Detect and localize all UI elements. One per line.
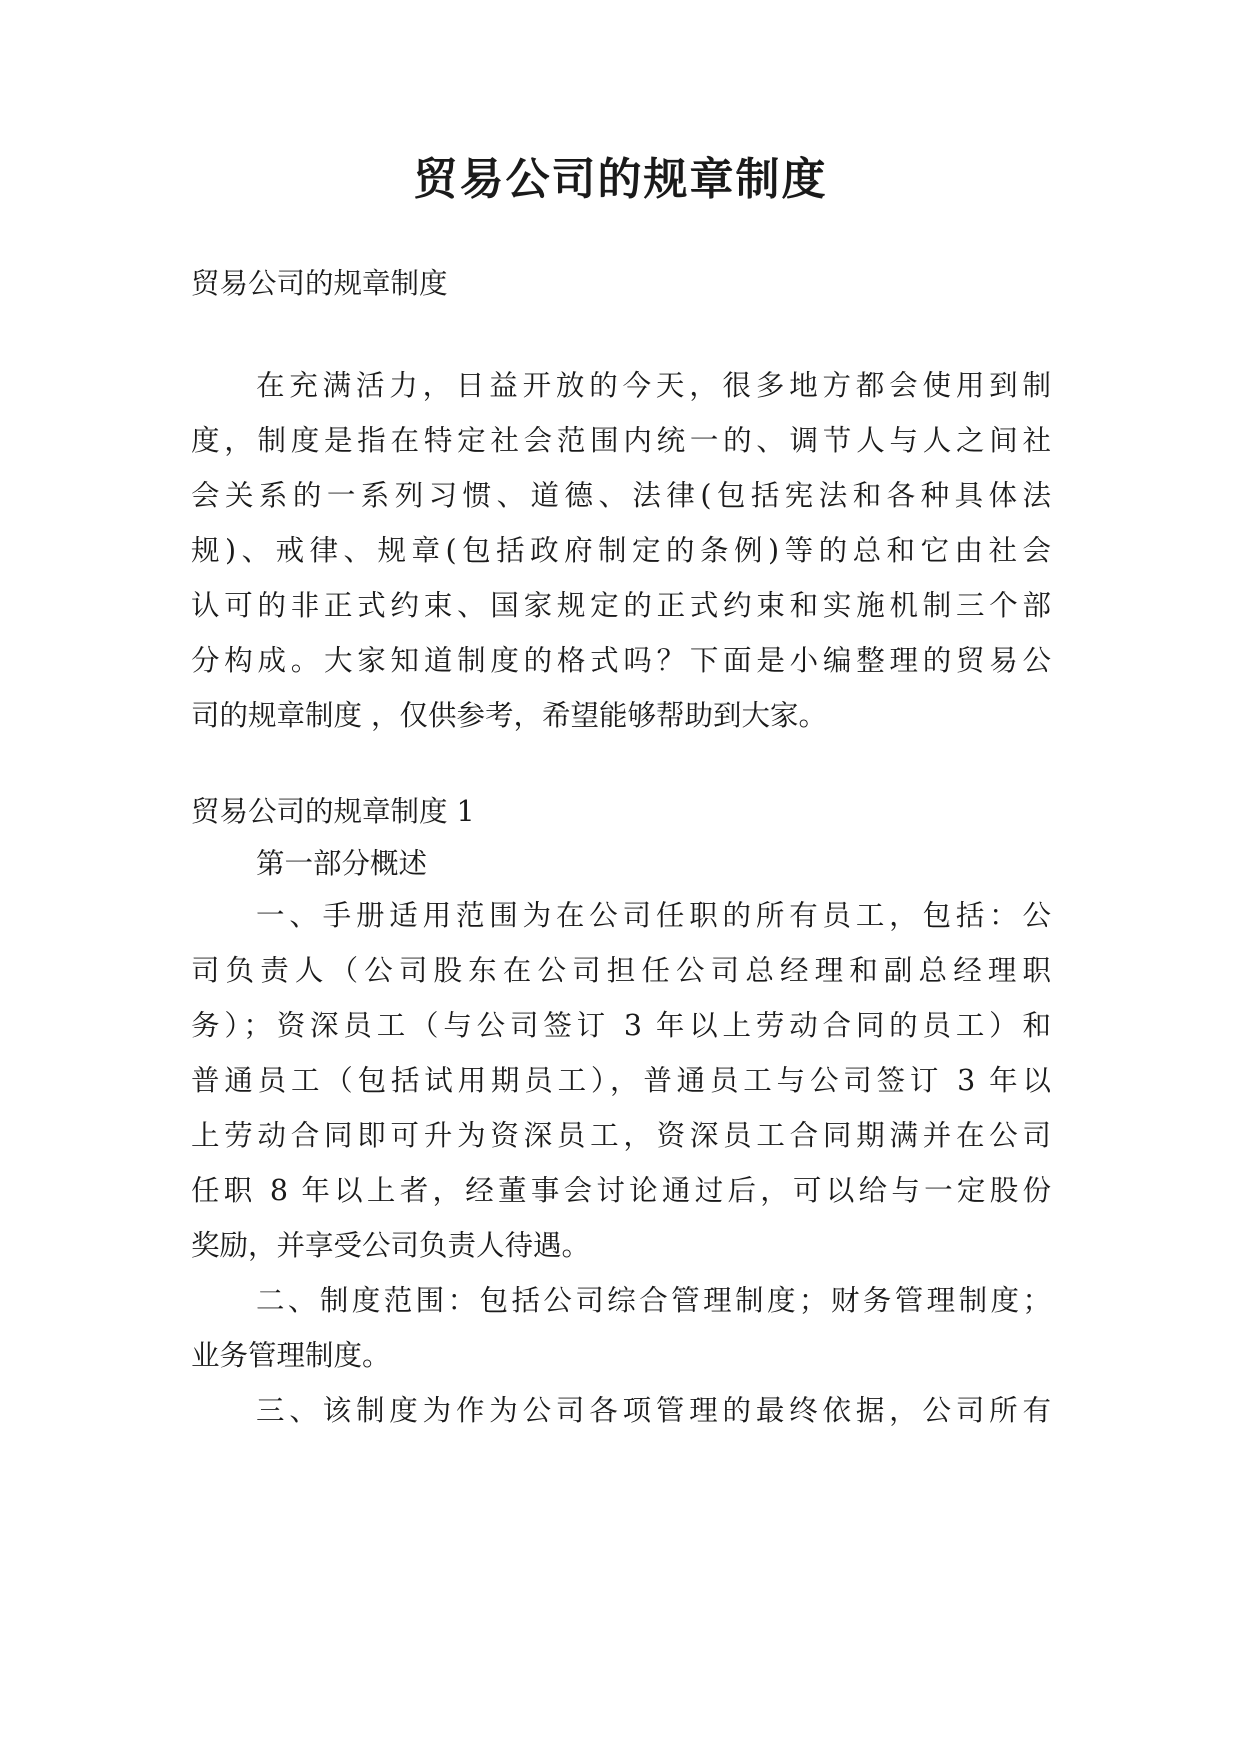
- item1-line-7: 奖励，并享受公司负责人待遇。: [191, 1229, 591, 1262]
- section1-heading: 贸易公司的规章制度 1: [191, 795, 475, 828]
- part1-heading: 第一部分概述: [256, 847, 428, 880]
- intro-line-4: 规)、戒律、规章(包括政府制定的条例)等的总和它由社会: [191, 534, 1051, 567]
- item1-line-4: 普通员工（包括试用期员工），普通员工与公司签订 3 年以: [191, 1064, 1051, 1097]
- intro-line-2: 度，制度是指在特定社会范围内统一的、调节人与人之间社: [191, 424, 1051, 457]
- intro-line-1: 在充满活力，日益开放的今天，很多地方都会使用到制: [256, 369, 1051, 402]
- item2-line-2: 业务管理制度。: [191, 1339, 391, 1372]
- intro-line-5: 认可的非正式约束、国家规定的正式约束和实施机制三个部: [191, 589, 1051, 622]
- item3-line-1: 三、该制度为作为公司各项管理的最终依据，公司所有: [256, 1394, 1051, 1427]
- intro-line-3: 会关系的一系列习惯、道德、法律(包括宪法和各种具体法: [191, 479, 1051, 512]
- item2-line-1: 二、制度范围：包括公司综合管理制度；财务管理制度；: [256, 1284, 1051, 1317]
- item1-line-6: 任职 8 年以上者，经董事会讨论通过后，可以给与一定股份: [191, 1174, 1051, 1207]
- item1-line-3: 务）；资深员工（与公司签订 3 年以上劳动合同的员工）和: [191, 1009, 1051, 1042]
- intro-line-7: 司的规章制度 ，仅供参考，希望能够帮助到大家。: [191, 699, 828, 732]
- item1-line-5: 上劳动合同即可升为资深员工，资深员工合同期满并在公司: [191, 1119, 1051, 1152]
- item1-line-2: 司负责人（公司股东在公司担任公司总经理和副总经理职: [191, 954, 1051, 987]
- item1-line-1: 一、手册适用范围为在公司任职的所有员工，包括：公: [256, 899, 1051, 932]
- document-subtitle: 贸易公司的规章制度: [191, 267, 448, 300]
- intro-line-6: 分构成。大家知道制度的格式吗？下面是小编整理的贸易公: [191, 644, 1051, 677]
- document-title: 贸易公司的规章制度: [413, 154, 828, 205]
